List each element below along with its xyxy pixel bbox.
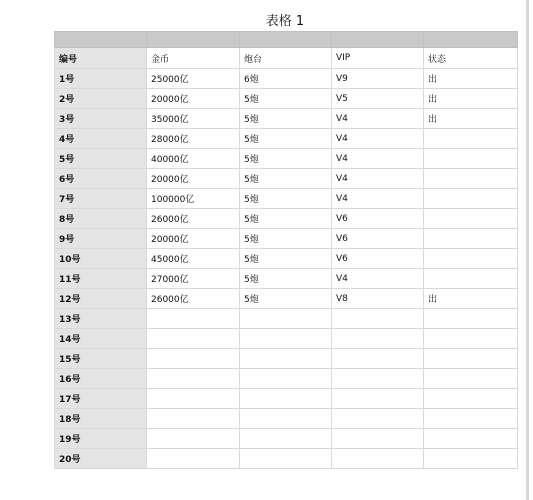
cell-cannon[interactable]: 5炮 — [240, 209, 332, 229]
cell-cannon[interactable] — [240, 349, 332, 369]
cell-coins[interactable]: 45000亿 — [147, 249, 240, 269]
table-row — [55, 269, 518, 289]
spreadsheet-table — [54, 31, 518, 469]
table-row — [55, 349, 518, 369]
cell-status[interactable] — [424, 209, 518, 229]
cell-coins[interactable]: 35000亿 — [147, 109, 240, 129]
cell-status[interactable] — [424, 329, 518, 349]
cell-coins[interactable] — [147, 389, 240, 409]
cell-status[interactable] — [424, 349, 518, 369]
cell-coins[interactable] — [147, 369, 240, 389]
cell-id[interactable]: 11号 — [55, 269, 147, 289]
cell-cannon[interactable]: 6炮 — [240, 69, 332, 89]
cell-vip[interactable] — [332, 309, 424, 329]
table-row — [55, 209, 518, 229]
cell-status[interactable] — [424, 449, 518, 469]
table-row — [55, 249, 518, 269]
cell-vip[interactable] — [332, 449, 424, 469]
cell-coins[interactable] — [147, 449, 240, 469]
band-cell[interactable] — [424, 32, 518, 48]
header-cell-coins[interactable]: 金币 — [147, 48, 240, 69]
cell-coins[interactable] — [147, 349, 240, 369]
cell-status[interactable] — [424, 429, 518, 449]
header-cell-vip[interactable]: VIP — [332, 48, 424, 69]
cell-cannon[interactable]: 5炮 — [240, 109, 332, 129]
cell-vip[interactable] — [332, 349, 424, 369]
cell-id[interactable]: 19号 — [55, 429, 147, 449]
cell-cannon[interactable]: 5炮 — [240, 89, 332, 109]
cell-id[interactable]: 10号 — [55, 249, 147, 269]
cell-cannon[interactable] — [240, 449, 332, 469]
cell-vip[interactable]: V4 — [332, 269, 424, 289]
cell-status[interactable]: 出 — [424, 89, 518, 109]
cell-vip[interactable]: V4 — [332, 189, 424, 209]
table-row — [55, 229, 518, 249]
table-row — [55, 109, 518, 129]
cell-coins[interactable]: 100000亿 — [147, 189, 240, 209]
band-cell[interactable] — [55, 32, 147, 48]
band-cell[interactable] — [147, 32, 240, 48]
cell-id[interactable]: 4号 — [55, 129, 147, 149]
cell-status[interactable] — [424, 409, 518, 429]
cell-vip[interactable]: V4 — [332, 129, 424, 149]
cell-vip[interactable]: V5 — [332, 89, 424, 109]
cell-cannon[interactable]: 5炮 — [240, 149, 332, 169]
cell-coins[interactable]: 20000亿 — [147, 229, 240, 249]
table-row — [55, 129, 518, 149]
cell-status[interactable] — [424, 369, 518, 389]
header-row — [55, 48, 518, 69]
table-title: 表格 1 — [265, 14, 305, 29]
cell-status[interactable] — [424, 269, 518, 289]
cell-id[interactable]: 9号 — [55, 229, 147, 249]
cell-coins[interactable]: 28000亿 — [147, 129, 240, 149]
header-cell-id[interactable]: 编号 — [55, 48, 147, 69]
cell-vip[interactable] — [332, 329, 424, 349]
table-row — [55, 329, 518, 349]
cell-cannon[interactable]: 5炮 — [240, 249, 332, 269]
cell-vip[interactable] — [332, 409, 424, 429]
cell-vip[interactable]: V4 — [332, 109, 424, 129]
band-cell[interactable] — [240, 32, 332, 48]
cell-cannon[interactable] — [240, 369, 332, 389]
cell-id[interactable]: 1号 — [55, 69, 147, 89]
cell-vip[interactable] — [332, 429, 424, 449]
header-cell-cannon[interactable]: 炮台 — [240, 48, 332, 69]
cell-cannon[interactable]: 5炮 — [240, 289, 332, 309]
cell-status[interactable] — [424, 229, 518, 249]
cell-cannon[interactable] — [240, 429, 332, 449]
cell-status[interactable] — [424, 129, 518, 149]
vertical-scrollbar[interactable] — [526, 0, 529, 500]
table-row — [55, 429, 518, 449]
cell-coins[interactable] — [147, 409, 240, 429]
cell-id[interactable]: 15号 — [55, 349, 147, 369]
cell-cannon[interactable]: 5炮 — [240, 229, 332, 249]
column-header-band — [55, 32, 518, 48]
cell-id[interactable]: 18号 — [55, 409, 147, 429]
header-cell-status[interactable]: 状态 — [424, 48, 518, 69]
cell-vip[interactable]: V9 — [332, 69, 424, 89]
cell-id[interactable]: 3号 — [55, 109, 147, 129]
cell-coins[interactable]: 26000亿 — [147, 209, 240, 229]
cell-coins[interactable]: 27000亿 — [147, 269, 240, 289]
cell-id[interactable]: 12号 — [55, 289, 147, 309]
table-row — [55, 189, 518, 209]
cell-vip[interactable]: V6 — [332, 229, 424, 249]
cell-id[interactable]: 6号 — [55, 169, 147, 189]
cell-vip[interactable] — [332, 389, 424, 409]
cell-id[interactable]: 20号 — [55, 449, 147, 469]
cell-cannon[interactable]: 5炮 — [240, 189, 332, 209]
cell-coins[interactable]: 40000亿 — [147, 149, 240, 169]
cell-id[interactable]: 5号 — [55, 149, 147, 169]
cell-id[interactable]: 13号 — [55, 309, 147, 329]
cell-coins[interactable] — [147, 429, 240, 449]
cell-cannon[interactable] — [240, 409, 332, 429]
cell-status[interactable] — [424, 189, 518, 209]
cell-status[interactable] — [424, 249, 518, 269]
cell-id[interactable]: 17号 — [55, 389, 147, 409]
cell-coins[interactable]: 26000亿 — [147, 289, 240, 309]
cell-cannon[interactable]: 5炮 — [240, 129, 332, 149]
cell-vip[interactable]: V4 — [332, 169, 424, 189]
cell-status[interactable]: 出 — [424, 289, 518, 309]
cell-id[interactable]: 14号 — [55, 329, 147, 349]
cell-cannon[interactable] — [240, 309, 332, 329]
cell-coins[interactable]: 20000亿 — [147, 169, 240, 189]
cell-coins[interactable] — [147, 309, 240, 329]
table-row — [55, 309, 518, 329]
cell-vip[interactable] — [332, 369, 424, 389]
cell-coins[interactable]: 20000亿 — [147, 89, 240, 109]
table-row — [55, 149, 518, 169]
cell-status[interactable]: 出 — [424, 69, 518, 89]
table-row — [55, 389, 518, 409]
cell-coins[interactable]: 25000亿 — [147, 69, 240, 89]
cell-id[interactable]: 7号 — [55, 189, 147, 209]
cell-coins[interactable] — [147, 329, 240, 349]
band-cell[interactable] — [332, 32, 424, 48]
cell-id[interactable]: 8号 — [55, 209, 147, 229]
cell-cannon[interactable]: 5炮 — [240, 169, 332, 189]
table-row — [55, 289, 518, 309]
cell-cannon[interactable] — [240, 389, 332, 409]
cell-cannon[interactable] — [240, 329, 332, 349]
cell-id[interactable]: 16号 — [55, 369, 147, 389]
cell-status[interactable] — [424, 309, 518, 329]
table-row — [55, 409, 518, 429]
cell-vip[interactable]: V6 — [332, 209, 424, 229]
cell-cannon[interactable]: 5炮 — [240, 269, 332, 289]
cell-status[interactable]: 出 — [424, 109, 518, 129]
cell-vip[interactable]: V4 — [332, 149, 424, 169]
cell-status[interactable] — [424, 389, 518, 409]
table-row — [55, 169, 518, 189]
cell-status[interactable] — [424, 149, 518, 169]
table-row — [55, 69, 518, 89]
table-row — [55, 449, 518, 469]
cell-status[interactable] — [424, 169, 518, 189]
table-row — [55, 89, 518, 109]
cell-id[interactable]: 2号 — [55, 89, 147, 109]
cell-vip[interactable]: V6 — [332, 249, 424, 269]
table-row — [55, 369, 518, 389]
cell-vip[interactable]: V8 — [332, 289, 424, 309]
